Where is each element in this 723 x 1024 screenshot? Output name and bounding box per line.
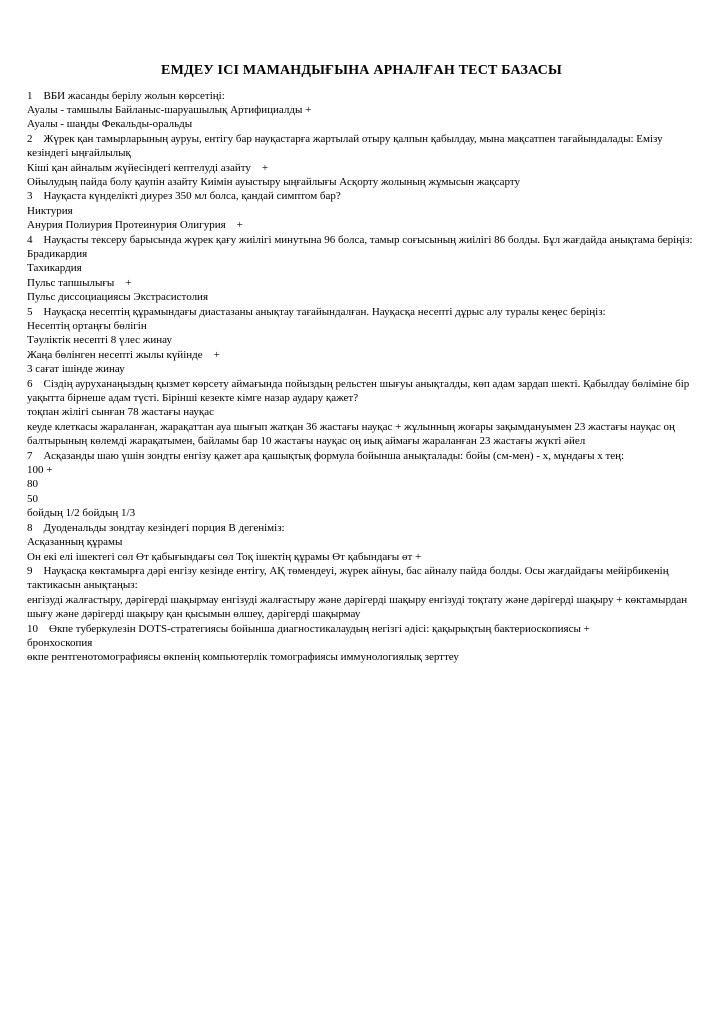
document-line: Ауалы - тамшылы Байланыс-шаруашылық Артифициалды + — [27, 103, 312, 116]
document-line: Анурия Полиурия Протеинурия Олигурия + — [27, 219, 243, 232]
document-line: енгізуді жалғастыру, дәрігерді шақырмау енгізуді жалғастыру және дәрігерді шақыру енгізуді тоқтату және дәрігерді шақыру + көктамырдан шығу және дәрігерді шақыру қан қысымын өлшеу, дәрігерді шақырмау — [27, 593, 690, 621]
document-line: кеуде клеткасы жараланған, жарақаттан ауа шығып жатқан 36 жастағы науқас + жұлынның жоғары зақымдануымен 23 жастағы науқас оң балтырының көлемді жарақатымен, байламы бар 10 жастағы науқас оң иық аймағы жараланған 23 жастағы жүкті әйел — [27, 420, 678, 448]
document-line: Жаңа бөлінген несепті жылы күйінде + — [27, 348, 220, 361]
document-line: 1 ВБИ жасанды берілу жолын көрсетіңі: — [27, 89, 225, 102]
document-line: 6 Сіздің ауруханаңыздың қызмет көрсету аймағында пойыздың рельстен шығуы анықталды, көп адам зардап шекті. Қабылдау бөліміне бір уақытта бірнеше адам түсті. Бірінші кезекте кімге назар аудару қажет? — [27, 377, 693, 405]
document-title: ЕМДЕУ ІСІ МАМАНДЫҒЫНА АРНАЛҒАН ТЕСТ БАЗАСЫ — [161, 63, 562, 78]
document-line: 8 Дуоденальды зондтау кезіндегі порция В дегеніміз: — [27, 521, 285, 534]
document-line: өкпе рентгенотомографиясы өкпенің компьютерлік томографиясы иммунологиялық зерттеу — [27, 651, 459, 664]
document-line: 4 Науқасты тексеру барысында жүрек қағу жиілігі минутына 96 болса, тамыр соғысының жиілігі 86 болды. Бұл жағдайда анықтама беріңіз: — [27, 233, 693, 246]
document-line: 3 сағат ішінде жинау — [27, 363, 125, 376]
document-line: 10 Өкпе туберкулезін DOTS-стратегиясы бойынша диагностикалаудың негізгі әдісі: қақырықтың бактериоскопиясы + — [27, 622, 590, 635]
document-line: Асқазанның құрамы — [27, 536, 123, 549]
document-line: 100 + — [27, 464, 53, 477]
document-line: 2 Жүрек қан тамырларының ауруы, ентігу бар науқастарға жартылай отыру қалпын қабылдау, мына мақсатпен тағайындалады: Емізу кезіндегі ыңғайлылық — [27, 132, 666, 160]
document-body — [27, 89, 696, 665]
document-line: Тәуліктік несепті 8 үлес жинау — [27, 334, 172, 347]
document-line: Ойылудың пайда болу қаупін азайту Киімін ауыстыру ыңғайлығы Асқорту жолының жұмысын жақсарту — [27, 175, 521, 188]
document-line: Он екі елі ішектегі сөл Өт қабығындағы сөл Тоқ ішектің құрамы Өт қабындағы өт + — [27, 550, 422, 563]
document-line: Пульс диссоциациясы Экстрасистолия — [27, 291, 209, 304]
document-line: Несептің ортаңғы бөлігін — [27, 320, 147, 332]
document-line: бронхоскопия — [27, 636, 93, 649]
document-line: Брадикардия — [27, 247, 88, 260]
document-line: Тахикардия — [27, 262, 82, 275]
document-line: Кіші қан айналым жүйесіндегі кептелуді азайту + — [27, 161, 269, 174]
document-line: 50 — [27, 492, 38, 505]
document-line: 3 Науқаста күнделікті диурез 350 мл болса, қандай симптом бар? — [27, 190, 341, 203]
document-line: Ауалы - шаңды Фекальды-оральды — [27, 118, 193, 131]
document-line: 80 — [27, 478, 38, 491]
document-line: тоқпан жілігі сынған 78 жастағы науқас — [27, 406, 215, 419]
document-line: Никтурия — [27, 204, 73, 217]
document-line: Пульс тапшылығы + — [27, 276, 132, 289]
document-line: 9 Науқасқа көктамырға дәрі енгізу кезінде ентігу, АҚ төмендеуі, жүрек айнуы, бас айналу пайда болды. Осы жағдайдағы мейірбикенің тактикасын анықтаңыз: — [27, 564, 672, 592]
document-line: 7 Асқазанды шаю үшін зондты енгізу қажет ара қашықтық формула бойынша анықталады: бойы (см-мен) - х, мұндағы х тең: — [27, 449, 625, 462]
document-line: 5 Науқасқа несептің құрамындағы диастазаны анықтау тағайындалған. Науқасқа несепті дұрыс алу туралы кеңес беріңіз: — [27, 305, 606, 318]
document-line: бойдың 1/2 бойдың 1/3 — [27, 507, 136, 520]
